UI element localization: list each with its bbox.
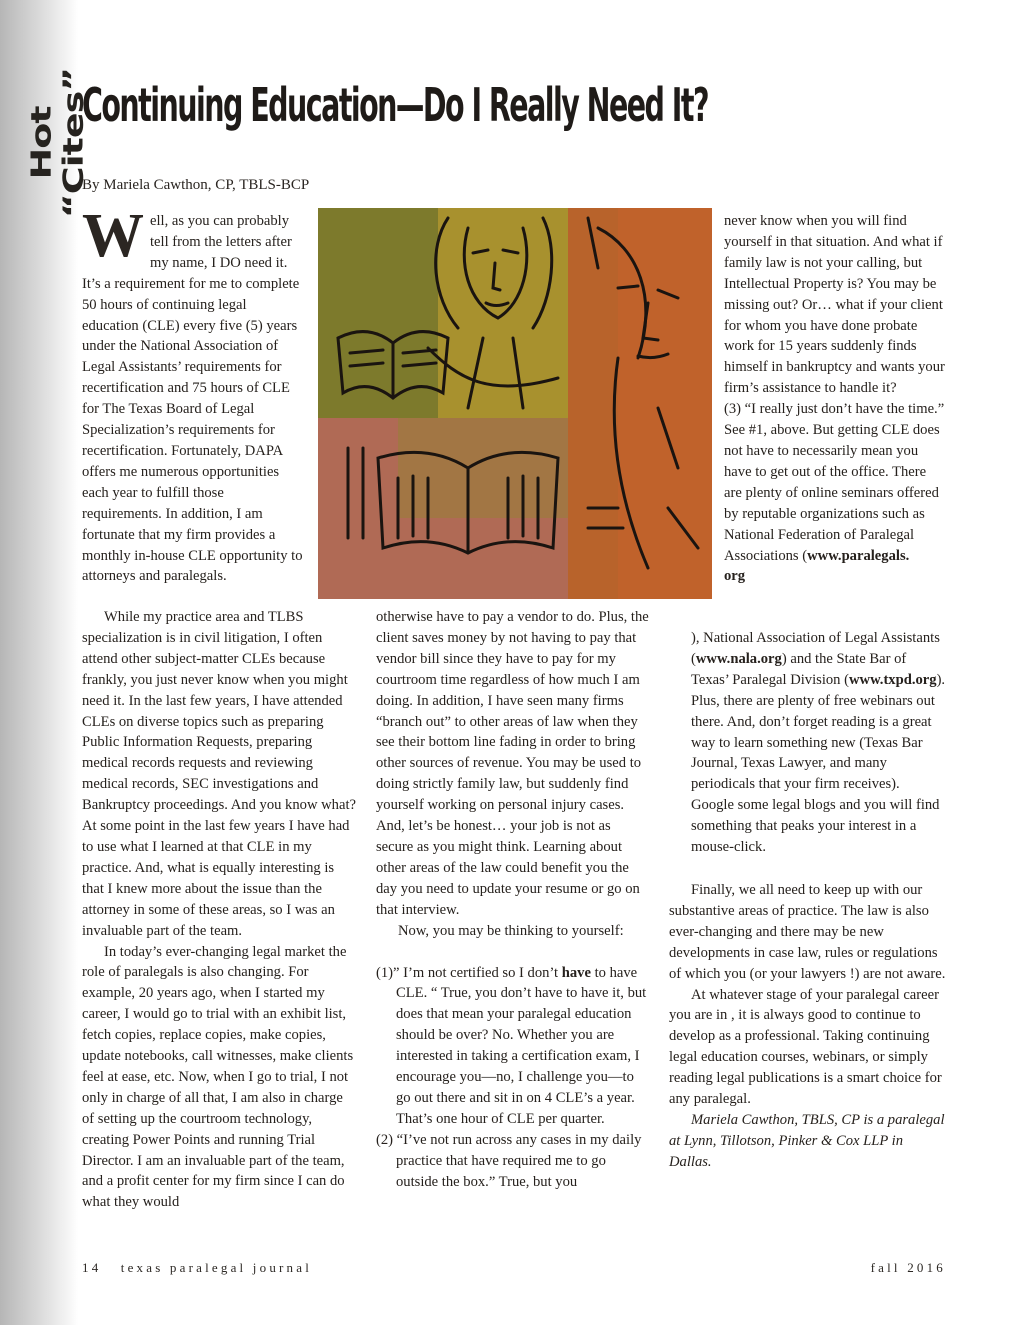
- paragraph: [691, 628, 946, 858]
- column-3-middle: [691, 628, 946, 858]
- list-item-text: to have CLE. “ True, you don’t have to have it, but does that mean your paralegal education should be over? No. Whether you are interested in taking a certification exam, I encourage you—no, I challenge you—to go out there and sit in on 4 CLE’s a year. That’s one hour of CLE per quarter.: [396, 964, 647, 1127]
- emphasis-text: have: [561, 964, 591, 981]
- page-number: 14: [82, 1260, 102, 1275]
- paragraph: At whatever stage of your paralegal career you are in , it is always good to continue to develop as a professional. Taking continuing legal education courses, webinars, or simply reading legal publications is a smart choice for any paralegal.: [669, 986, 942, 1108]
- paragraph-text: ell, as you can probably tell from the letters after my name, I DO need it. It’s a requirement for me to complete 50 hours of continuing legal education (CLE) every five (5) years under the National Association of Legal Assistants’ requirements for recertification and 75 hours of CLE for The Texas Board of Legal Specialization’s requirements for recertification. Fortunately, DAPA offers me numerous opportunities each year to fulfill those requirements. In addition, I am fortunate that my firm provides a monthly in-house CLE opportunity to attorneys and paralegals.: [82, 213, 303, 585]
- list-item-text: (3) “I really just don’t have the time.” See #1, above. But getting CLE does not have to necessarily mean you have to get out of the office. There are plenty of online seminars offered by reputable organizations such as National Federation of Paralegal Associations (: [724, 401, 945, 564]
- article-illustration: [318, 208, 712, 599]
- list-item-text: (1)” I’m not certified so I don’t: [376, 964, 562, 981]
- column-3-bottom: [669, 880, 946, 1173]
- column-2: [376, 607, 651, 1192]
- paragraph: otherwise have to pay a vendor to do. Plus, the client saves money by not having to pay that vendor bill since they have to pay for my courtroom time regardless of how much I am doing. In addition, I have seen many firms “branch out” to other areas of law when they see their bottom line fading in order to bring other sources of revenue. You may be used to doing strictly family law, but suddenly find yourself working on personal injury cases. And, let’s be honest… your job is not as secure as you might think. Learning about other areas of the law could benefit you the day you need to update your resume or go on that interview.: [376, 609, 649, 918]
- url-text: www.paralegals.: [807, 547, 910, 564]
- paragraph: Now, you may be thinking to yourself:: [398, 922, 624, 939]
- section-label: Hot “Cites”: [25, 67, 89, 219]
- column-3-top: [724, 211, 946, 587]
- url-text: www.nala.org: [695, 650, 782, 667]
- url-text: org: [724, 568, 746, 585]
- paragraph-text: ) and the State Bar of Texas’ Paralegal Division (: [691, 650, 907, 688]
- spacer: [376, 942, 651, 963]
- paragraph: While my practice area and TLBS specialization is in civil litigation, I often attend other subject-matter CLEs because frankly, you just never know when you might need it. In the last few years, I have attended CLEs on diverse topics such as preparing Public Information Requests, preparing medical records requests and reviewing medical records, SEC investigations and Bankruptcy proceedings. And you know what? At some point in the last few years I have had to use what I learned at that CLE in my practice. And, what is equally interesting is that I knew more about the issue than the attorney in some of these areas, so I was an invaluable part of the team.: [82, 609, 356, 939]
- paragraph-text: ). Plus, there are plenty of free webinars out there. And, don’t forget reading is a great way to learn something new (Texas Bar Journal, Texas Lawyer, and many periodicals that your firm receives). Google some legal blogs and you will find something that peaks your interest in a mouse-click.: [691, 671, 946, 856]
- list-item: (2) “I’ve not run across any cases in my daily practice that have required me to go outside the box.” True, but you: [376, 1131, 642, 1190]
- journal-name: texas paralegal journal: [120, 1260, 313, 1275]
- paragraph: [82, 202, 304, 587]
- paragraph: In today’s ever-changing legal market the role of paralegals is also changing. For example, 20 years ago, when I started my career, I would go to trial with an exhibit list, fetch copies, replace copies, make copies, update notebooks, call witnesses, make clients feel at ease, etc. Now, when I go to trial, I not only in charge of all that, I am also in charge of setting up the courtroom technology, creating Power Points and running Trial Director. I am an invaluable part of the team, and a profit center for my firm since I can do what they would: [82, 943, 354, 1211]
- footer-left: [82, 1260, 312, 1276]
- column-1-top: [82, 202, 304, 587]
- abstract-faces-artwork: [318, 208, 712, 599]
- drop-cap: W: [82, 202, 144, 270]
- byline: By Mariela Cawthon, CP, TBLS-BCP: [82, 177, 310, 193]
- list-item: [724, 399, 946, 587]
- paragraph-text: ), National Association of Legal Assistants (: [691, 630, 940, 667]
- issue-date: fall 2016: [870, 1260, 946, 1275]
- author-bio: Mariela Cawthon, TBLS, CP is a paralegal at Lynn, Tillotson, Pinker & Cox LLP in Dallas.: [669, 1111, 945, 1170]
- url-text: www.txpd.org: [848, 671, 937, 688]
- list-item: [376, 963, 651, 1130]
- paragraph: never know when you will find yourself in that situation. And what if family law is not your calling, but Intellectual Property is? You may be missing out? Or… what if your client for whom you have done probate work for 15 years suddenly finds himself in bankruptcy and wants your firm’s assistance to handle it?: [724, 213, 945, 397]
- column-1-bottom: [82, 607, 357, 1213]
- paragraph: Finally, we all need to keep up with our substantive areas of practice. The law is also ever-changing and there may be new developments in case law, rules or regulations of which you (or your lawyers !) are not aware.: [669, 882, 946, 982]
- article-title: Continuing Education—Do I Really Need It?: [82, 78, 708, 132]
